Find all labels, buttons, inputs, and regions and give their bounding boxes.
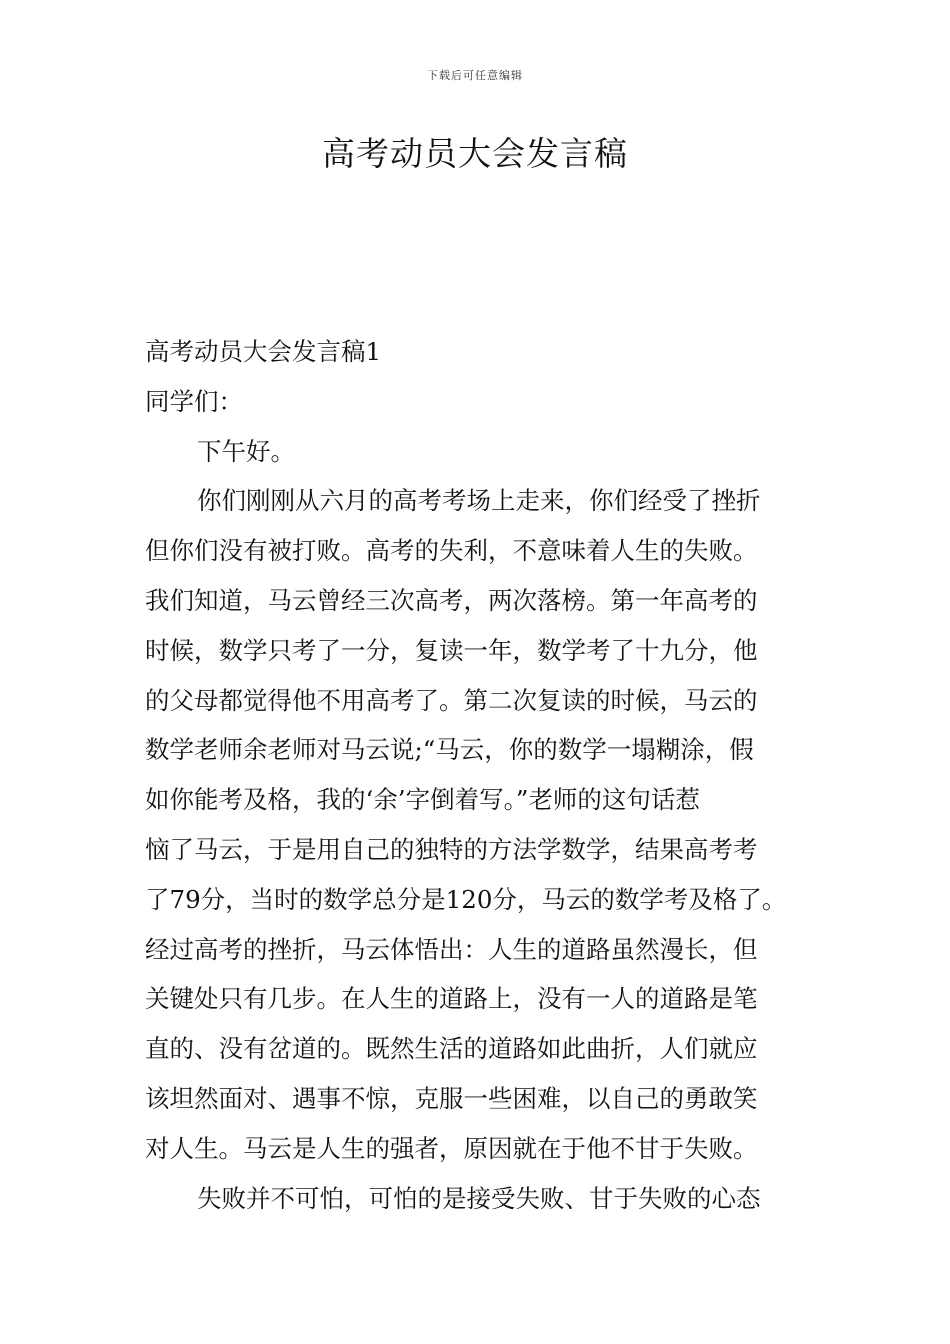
text-line: 你们刚刚从六月的高考考场上走来，你们经受了挫折 <box>197 486 761 516</box>
text-line: 关键处只有几步。在人生的道路上，没有一人的道路是笔 <box>145 984 758 1014</box>
text-line: 对人生。马云是人生的强者，原因就在于他不甘于失败。 <box>145 1133 758 1163</box>
document-body <box>145 327 815 1223</box>
text-line: 直的、没有岔道的。既然生活的道路如此曲折，人们就应 <box>145 1034 758 1064</box>
header-note: 下载后可任意编辑 <box>427 69 523 82</box>
text-line: 下午好。 <box>197 436 295 466</box>
text-line: 该坦然面对、遇事不惊，克服一些困难，以自己的勇敢笑 <box>145 1083 758 1113</box>
text-line: 经过高考的挫折，马云体悟出：人生的道路虽然漫长，但 <box>145 934 758 964</box>
text-line: 了79分，当时的数学总分是120分，马云的数学考及格了。 <box>145 884 787 914</box>
text-line: 失败并不可怕，可怕的是接受失败、甘于失败的心态 <box>197 1183 761 1213</box>
text-line: 的父母都觉得他不用高考了。第二次复读的时候，马云的 <box>145 685 758 715</box>
text-line: 数学老师余老师对马云说;“马云，你的数学一塌糊涂，假 <box>145 735 754 765</box>
text-line: 我们知道，马云曾经三次高考，两次落榜。第一年高考的 <box>145 585 758 615</box>
text-line: 高考动员大会发言稿1 <box>145 337 382 366</box>
text-line: 恼了马云，于是用自己的独特的方法学数学，结果高考考 <box>145 834 758 864</box>
document-title: 高考动员大会发言稿 <box>322 134 628 173</box>
text-line: 如你能考及格，我的‘余’字倒着写。”老师的这句话惹 <box>145 785 700 815</box>
text-line: 但你们没有被打败。高考的失利，不意味着人生的失败。 <box>145 536 758 566</box>
text-line: 时候，数学只考了一分，复读一年，数学考了十九分，他 <box>145 635 758 665</box>
text-line: 同学们： <box>145 386 243 416</box>
